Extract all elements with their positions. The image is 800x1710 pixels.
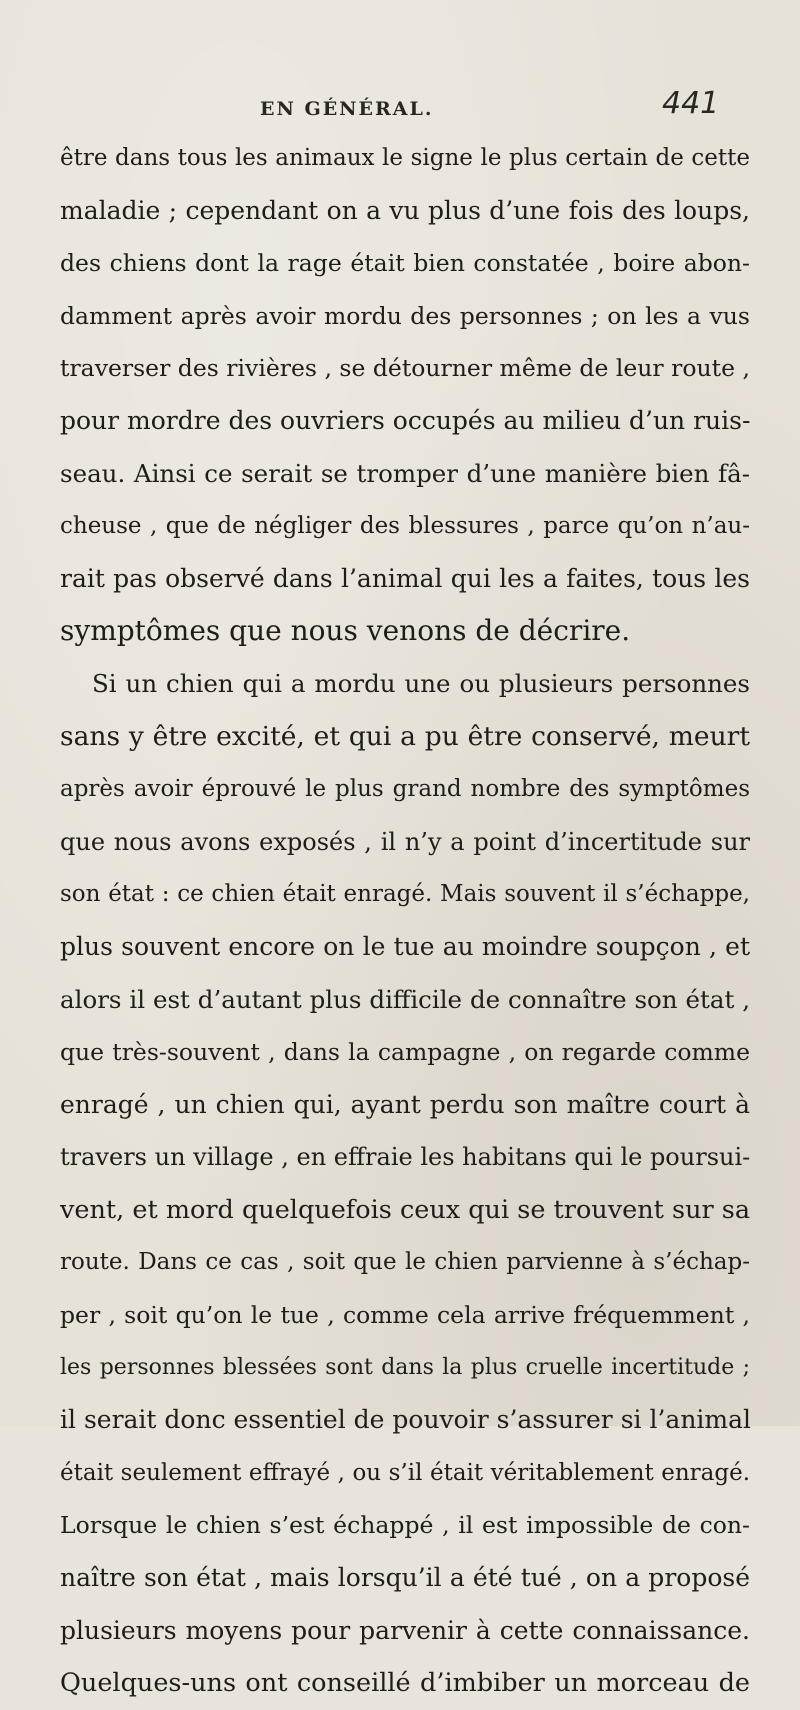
text-line: était seulement effrayé , ou s’il était véritablement enragé. [60,1459,750,1486]
running-head-title: EN GÉNÉRAL. [260,98,434,120]
text-line: cheuse , que de négliger des blessures , parce qu’on n’au- [60,513,750,540]
text-line: travers un village , en effraie les habitans qui le poursui- [60,1143,751,1172]
page-number: 441 [662,86,720,121]
text-line: Si un chien qui a mordu une ou plusieurs personnes [92,668,750,698]
text-line: naître son état , mais lorsqu’il a été tué , on a proposé [60,1563,750,1593]
text-line: alors il est d’autant plus difficile de connaître son état , [60,984,750,1014]
text-line: être dans tous les animaux le signe le plus certain de cette [60,145,750,171]
text-line: damment après avoir mordu des personnes ; on les a vus [60,301,750,330]
text-line: enragé , un chien qui, ayant perdu son maître court à [60,1089,750,1119]
text-line: les personnes blessées sont dans la plus cruelle incertitude ; [60,1354,750,1380]
text-line: plusieurs moyens pour parvenir à cette connaissance. [60,1615,750,1645]
text-line: maladie ; cependant on a vu plus d’une fois des loups, [60,195,750,225]
text-line: des chiens dont la rage était bien constatée , boire abon- [60,249,750,278]
text-line: Quelques-uns ont conseillé d’imbiber un morceau de [60,1668,750,1699]
text-line: rait pas observé dans l’animal qui les a faites, tous les [60,563,750,593]
text-line: sans y être excité, et qui a pu être conservé, meurt [60,720,750,752]
running-head [0,84,800,124]
text-line: pour mordre des ouvriers occupés au milieu d’un ruis- [60,405,751,435]
body-text [60,132,750,1710]
text-line: après avoir éprouvé le plus grand nombre des symptômes [60,776,750,803]
text-line: traverser des rivières , se détourner même de leur route , [60,354,750,383]
text-line: symptômes que nous venons de décrire. [60,614,631,648]
text-line: vent, et mord quelquefois ceux qui se trouvent sur sa [60,1194,751,1225]
text-line: son état : ce chien était enragé. Mais souvent il s’échappe, [60,881,750,908]
text-line: seau. Ainsi ce serait se tromper d’une manière bien fâ- [60,458,750,488]
text-line: plus souvent encore on le tue au moindre soupçon , et [60,931,750,961]
text-line: que nous avons exposés , il n’y a point d’incertitude sur [60,827,750,856]
text-line: que très-souvent , dans la campagne , on regarde comme [60,1038,750,1067]
text-line: il serait donc essentiel de pouvoir s’assurer si l’animal [60,1405,752,1435]
text-line: per , soit qu’on le tue , comme cela arrive fréquemment , [60,1301,750,1330]
text-line: route. Dans ce cas , soit que le chien parvienne à s’échap- [60,1249,750,1276]
text-line: Lorsque le chien s’est échappé , il est impossible de con- [60,1511,750,1540]
